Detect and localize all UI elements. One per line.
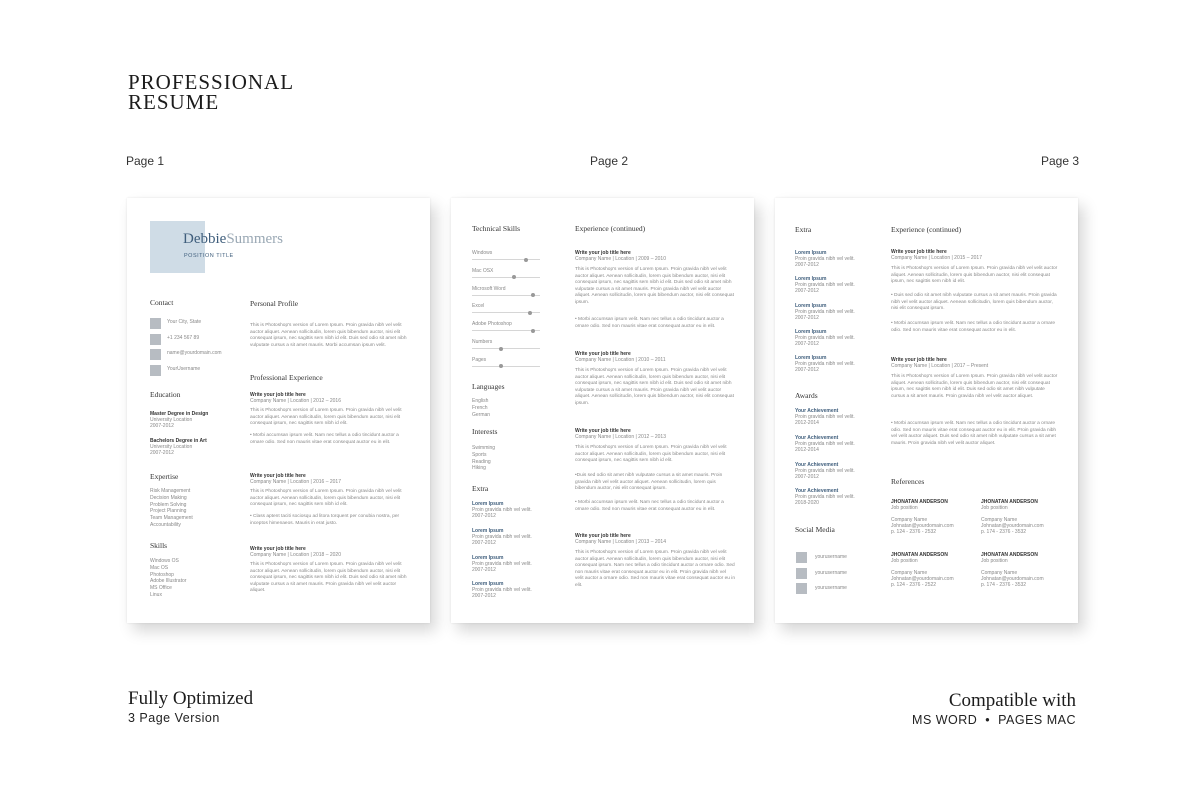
job-bullet: • Morbi accumsan ipsum velit. Nam nec tellus a odio tincidunt auctor a ornare odio. Sed non mauris vitae erat consequat auctor eu in elit. (891, 321, 1056, 333)
job-company: Company Name | Location | 2017 – Present (891, 363, 989, 369)
extra-years: 2007-2012 (472, 566, 496, 573)
expertise-item: Project Planning (150, 508, 187, 515)
skills-list (150, 558, 186, 599)
version-text: 3 Page Version (128, 711, 220, 725)
skill-level-bar (472, 348, 540, 349)
job-title: Write your job title here (250, 392, 306, 398)
experience-heading: Professional Experience (250, 373, 323, 382)
reference-position: Job position (891, 558, 918, 564)
skill-item: Windows OS (150, 558, 179, 564)
contact-item: YourUsername (167, 365, 201, 372)
skill-level-marker (512, 275, 516, 279)
job-title: Write your job title here (575, 533, 631, 539)
extra-heading: Extra (472, 484, 489, 493)
skills-heading: Skills (150, 541, 168, 550)
award-title: Your Achievement (795, 488, 839, 495)
skill-name: Microsoft Word (472, 285, 506, 292)
extra-description: Proin gravida nibh vel velit. (472, 507, 532, 513)
language-item: English (472, 398, 489, 404)
extra-years: 2007-2012 (472, 513, 496, 519)
extra-years: 2007-2012 (795, 367, 819, 374)
expertise-item: Problem Solving (150, 501, 187, 508)
interest-item: Reading (472, 458, 491, 465)
main-heading (128, 72, 294, 112)
optimized-title: Fully Optimized (128, 688, 254, 709)
interest-item: Sports (472, 451, 487, 458)
degree-title: Bachelors Degree in Art (150, 438, 207, 444)
job-company: Company Name | Location | 2012 – 2016 (250, 398, 341, 404)
page-1-label: Page 1 (126, 154, 165, 168)
language-item: German (472, 411, 491, 418)
university-location: University Location (150, 417, 193, 423)
job-bullet: • Class aptent taciti sociosqu ad litora torquent per conubia nostra, per inceptos himenaeos. Mauris in erat justo. (250, 514, 400, 526)
skill-level-bar (472, 259, 540, 260)
job-description: This is Photoshop's version of Lorem Ipsum. Proin gravida nibh vel velit auctor aliquet. Aenean sollicitudin, lorem quis bibendum auctor, nisi elit consequat ipsum. Nam nec tellus a odio tincidunt auctor a ornare odio. Sed non mauris vitae erat consequat auctor eu in elit. Proin gravida nibh vel velit auctor a ornare odio. Sed non mauris vitae erat consequat auctor eu in elit. (575, 550, 735, 588)
contact-item: name@yourdomain.com (167, 350, 222, 356)
job-title: Write your job title here (250, 473, 306, 479)
award-title: Your Achievement (795, 434, 839, 441)
last-name: Summers (226, 231, 283, 247)
heading-line-1: PROFESSIONAL (128, 70, 295, 94)
job-description: This is Photoshop's version of Lorem Ipsum. Proin gravida nibh vel velit auctor aliquet. Aenean sollicitudin, lorem quis bibendum auctor, nisi elit consequat ipsum, nec sagittis sem nibh id elit. (250, 489, 402, 508)
job-title: Write your job title here (891, 357, 947, 363)
page-3-label: Page 3 (1041, 154, 1080, 168)
email-icon (150, 349, 161, 360)
job-description: This is Photoshop's version of Lorem Ipsum. Proin gravida nibh vel velit auctor aliquet. Aenean sollicitudin, lorem quis bibendum auctor, nisi elit consequat ipsum, nec sagittis sem nibh id elit. Duis sed odio sit amet nibh vulputate cursus a sit amet mauris. Proin gravida nibh vel velit auctor aliquet. Aenean sollicitudin, lorem quis bibendum auctor, nisi elit consequat ipsum. (575, 267, 734, 305)
technical-skills-heading: Technical Skills (472, 224, 521, 233)
reference-phone: p. 124 - 2376 - 2522 (891, 582, 937, 588)
candidate-name (183, 231, 283, 248)
job-title: Write your job title here (575, 351, 631, 357)
home-icon (150, 318, 161, 329)
skill-name: Excel (472, 303, 485, 310)
job-title: Write your job title here (250, 546, 306, 552)
contact-item: Your City, State (167, 319, 202, 325)
university-location: University Location (150, 444, 193, 450)
reference-position: Job position (981, 505, 1008, 511)
skill-name: Windows (472, 250, 493, 256)
job-company: Company Name | Location | 2016 – 2017 (250, 479, 341, 485)
job-title: Write your job title here (891, 249, 947, 255)
twitter-icon (796, 583, 807, 594)
resume-page-3 (775, 198, 1078, 623)
job-description: This is Photoshop's version of Lorem Ipsum. Proin gravida nibh vel velit auctor aliquet. Aenean sollicitudin, lorem quis bibendum auctor, nisi elit consequat ipsum, nec sagittis sem nibh id elit. (891, 266, 1058, 285)
award-description: Proin gravida nibh vel velit. (795, 467, 855, 474)
reference-phone: p. 174 - 2376 - 3532 (981, 529, 1027, 535)
reference-company: Company Name (981, 570, 1018, 576)
extra-title: Lorem Ipsum (795, 302, 827, 309)
reference-phone: p. 174 - 2376 - 3532 (981, 582, 1027, 588)
skill-item: Photoshop (150, 571, 174, 578)
extra-years: 2007-2012 (472, 593, 496, 600)
extra-title: Lorem Ipsum (795, 328, 827, 335)
job-company: Company Name | Location | 2012 – 2013 (575, 434, 666, 440)
extra-description: Proin gravida nibh vel velit. (795, 334, 855, 341)
languages-list (472, 398, 490, 418)
extra-description: Proin gravida nibh vel velit. (472, 587, 532, 594)
reference-email: Johnatan@yourdomain.com (981, 523, 1044, 529)
skill-item: Mac OS (150, 564, 169, 571)
extra-heading: Extra (795, 225, 812, 234)
job-title: Write your job title here (575, 428, 631, 434)
extra-description: Proin gravida nibh vel velit. (795, 361, 855, 368)
extra-title: Lorem Ipsum (472, 501, 504, 507)
job-company: Company Name | Location | 2015 – 2017 (891, 255, 982, 261)
degree-title: Master Degree in Design (150, 411, 209, 417)
linkedin-icon (150, 365, 161, 376)
skill-level-marker (528, 311, 532, 315)
job-bullet: • Morbi accumsan ipsum velit. Nam nec tellus a odio tincidunt auctor a ornare odio. Sed non mauris vitae erat consequat auctor eu in elit. Proin gravida nibh vel velit auctor aliquet. Duis sed odio sit amet nibh vulputate cursus a sit amet mauris. Proin gravida nibh vel velit auctor aliquet. (891, 421, 1057, 446)
profile-heading: Personal Profile (250, 299, 299, 308)
compatible-apps: MS WORD • PAGES MAC (912, 713, 1076, 727)
extra-title: Lorem Ipsum (795, 276, 827, 283)
reference-name: JHONATAN ANDERSON (891, 552, 948, 558)
expertise-item: Team Management (150, 515, 193, 522)
award-years: 2012-2014 (795, 420, 819, 426)
reference-name: JHONATAN ANDERSON (981, 552, 1038, 558)
reference-name: JHONATAN ANDERSON (891, 499, 948, 505)
first-name: Debbie (183, 231, 227, 247)
extra-title: Lorem Ipsum (472, 554, 504, 561)
phone-icon (150, 334, 161, 345)
skill-name: Pages (472, 356, 487, 363)
extra-title: Lorem Ipsum (472, 527, 504, 534)
job-company: Company Name | Location | 2010 – 2011 (575, 357, 666, 363)
position-title: POSITION TITLE (184, 253, 234, 259)
resume-page-2 (451, 198, 754, 623)
extra-title: Lorem Ipsum (472, 581, 504, 588)
skill-level-marker (531, 293, 535, 297)
language-item: French (472, 404, 488, 411)
award-years: 2018-2020 (795, 500, 819, 507)
extra-description: Proin gravida nibh vel velit. (472, 560, 532, 567)
skill-name: Adobe Photoshop (472, 321, 512, 328)
resume-page-1 (127, 198, 430, 623)
skill-item: Linux (150, 591, 162, 598)
extra-years: 2007-2012 (795, 314, 819, 321)
skill-level-bar (472, 330, 540, 331)
skill-item: MS Office (150, 585, 172, 592)
job-bullet: •Duis sed odio sit amet nibh vulputate cursus a sit amet mauris. Proin gravida nibh vel velit auctor aliquet. Aenean sollicitudin, lorem quis bibendum auctor, nisi elit consequat ipsum. (575, 473, 723, 492)
expertise-list (150, 488, 193, 529)
extra-years: 2007-2012 (472, 539, 496, 546)
social-username: yourusername (815, 569, 847, 576)
languages-heading: Languages (472, 382, 505, 391)
experience-continued-heading: Experience (continued) (891, 225, 962, 234)
expertise-item: Accountability (150, 521, 181, 528)
interest-item: Hiking (472, 465, 486, 472)
references-heading: References (891, 477, 925, 486)
education-years: 2007-2012 (150, 423, 174, 429)
award-title: Your Achievement (795, 461, 839, 468)
award-years: 2012-2014 (795, 446, 819, 453)
award-description: Proin gravida nibh vel velit. (795, 440, 855, 447)
facebook-icon (796, 552, 807, 563)
skill-name: Mac OSX (472, 267, 494, 274)
profile-text: This is Photoshop's version of Lorem Ipsum. Proin gravida nibh vel velit auctor aliquet. Aenean sollicitudin, lorem quis bibendum auctor, nisi elit consequat ipsum, nec sagittis sem nibh id elit. Duis sed odio sit amet nibh vulputate cursus a sit amet mauris. Morbi accumsan ipsum velit. (250, 323, 407, 348)
email-icon (796, 568, 807, 579)
experience-continued-heading: Experience (continued) (575, 224, 646, 233)
skill-level-bar (472, 295, 540, 296)
social-username: yourusername (815, 554, 847, 560)
reference-position: Job position (891, 505, 918, 511)
job-company: Company Name | Location | 2013 – 2014 (575, 539, 666, 545)
reference-name: JHONATAN ANDERSON (981, 499, 1038, 505)
page-2-label: Page 2 (590, 154, 629, 168)
skill-level-bar (472, 312, 540, 313)
award-description: Proin gravida nibh vel velit. (795, 414, 855, 420)
reference-email: Johnatan@yourdomain.com (891, 576, 954, 582)
skill-item: Adobe Illustrator (150, 578, 187, 585)
extra-description: Proin gravida nibh vel velit. (795, 282, 855, 289)
award-title: Your Achievement (795, 408, 839, 414)
extra-years: 2007-2012 (795, 288, 819, 295)
compatible-title: Compatible with (948, 690, 1076, 711)
contact-item: +1 234 567 89 (167, 334, 200, 341)
job-description: This is Photoshop's version of Lorem Ipsum. Proin gravida nibh vel velit auctor aliquet. Aenean sollicitudin, lorem quis bibendum auctor, nisi elit consequat ipsum, nec sagittis sem nibh id elit. Duis sed odio sit amet nibh vulputate cursus a sit amet mauris. Proin gravida nibh vel velit auctor aliquet. Aenean sollicitudin, lorem quis bibendum auctor, nisi elit consequat ipsum. (575, 368, 734, 406)
job-description: This is Photoshop's version of Lorem Ipsum. Proin gravida nibh vel velit auctor aliquet. Aenean sollicitudin, lorem quis bibendum auctor, nisi elit consequat ipsum, nec sagittis sem nibh id elit. (250, 408, 402, 427)
skill-level-marker (524, 258, 528, 262)
skill-name: Numbers (472, 339, 493, 345)
social-media-heading: Social Media (795, 525, 835, 534)
expertise-item: Risk Management (150, 488, 191, 494)
reference-company: Company Name (981, 517, 1018, 523)
extra-years: 2007-2012 (795, 262, 819, 268)
bottom-right-caption (912, 690, 1076, 727)
education-years: 2007-2012 (150, 450, 174, 456)
skill-level-bar (472, 277, 540, 278)
heading-line-2: RESUME (128, 90, 220, 114)
award-years: 2007-2012 (795, 473, 819, 480)
job-bullet: • Morbi accumsan ipsum velit. Nam nec tellus a odio tincidunt auctor a ornare odio. Sed non mauris vitae erat consequat auctor eu in elit. (575, 500, 724, 512)
expertise-heading: Expertise (150, 472, 179, 481)
expertise-item: Decision Making (150, 494, 187, 501)
job-company: Company Name | Location | 2018 – 2020 (250, 552, 341, 558)
extra-description: Proin gravida nibh vel velit. (472, 533, 532, 540)
interests-heading: Interests (472, 427, 498, 436)
interest-item: Swimming (472, 445, 496, 451)
reference-position: Job position (981, 558, 1008, 564)
reference-email: Johnatan@yourdomain.com (891, 523, 954, 529)
job-bullet: • Morbi accumsan ipsum velit. Nam nec tellus a odio tincidunt auctor a ornare odio. Sed non mauris vitae erat consequat auctor eu in elit. (575, 317, 724, 329)
extra-years: 2007-2012 (795, 340, 819, 347)
social-username: yourusername (815, 585, 847, 591)
reference-company: Company Name (891, 517, 928, 523)
job-description: This is Photoshop's version of Lorem Ipsum. Proin gravida nibh vel velit auctor aliquet. Aenean sollicitudin, lorem quis bibendum auctor, nisi elit consequat ipsum, nec sagittis sem nibh id elit. Duis sed odio sit amet nibh vulputate cursus a sit amet mauris. Proin gravida nibh vel velit auctor aliquet. (250, 562, 407, 594)
awards-heading: Awards (795, 391, 818, 400)
reference-email: Johnatan@yourdomain.com (981, 576, 1044, 582)
contact-heading: Contact (150, 298, 174, 307)
skill-level-marker (499, 347, 503, 351)
skill-level-bar (472, 366, 540, 367)
award-description: Proin gravida nibh vel velit. (795, 494, 855, 501)
job-description: This is Photoshop's version of Lorem Ipsum. Proin gravida nibh vel velit auctor aliquet. Aenean sollicitudin, lorem quis bibendum auctor, nisi elit consequat ipsum, nec sagittis sem nibh id elit. Duis sed odio sit amet nibh vulputate cursus a sit amet mauris. Proin gravida nibh vel velit auctor aliquet. (891, 374, 1058, 399)
job-company: Company Name | Location | 2009 – 2010 (575, 256, 666, 262)
interests-list (472, 445, 495, 472)
extra-description: Proin gravida nibh vel velit. (795, 256, 855, 262)
skill-level-marker (499, 364, 503, 368)
education-heading: Education (150, 390, 181, 399)
job-description: This is Photoshop's version of Lorem Ipsum. Proin gravida nibh vel velit auctor aliquet. Aenean sollicitudin, lorem quis bibendum auctor, nisi elit consequat ipsum, nec sagittis sem nibh id elit. (575, 445, 727, 464)
extra-description: Proin gravida nibh vel velit. (795, 308, 855, 315)
extra-title: Lorem Ipsum (795, 250, 827, 256)
skill-level-marker (531, 329, 535, 333)
job-bullet: • Duis sed odio sit amet nibh vulputate cursus a sit amet mauris. Proin gravida nibh vel velit auctor aliquet. Aenean sollicitudin, lorem quis bibendum auctor, nisi elit consequat ipsum. (891, 293, 1057, 312)
extra-title: Lorem Ipsum (795, 355, 827, 362)
job-bullet: • Morbi accumsan ipsum velit. Nam nec tellus a odio tincidunt auctor a ornare odio. Sed non mauris vitae erat consequat auctor eu in elit. (250, 433, 399, 445)
bottom-left-caption (128, 688, 253, 725)
reference-phone: p. 124 - 2376 - 2532 (891, 529, 937, 535)
reference-company: Company Name (891, 570, 928, 576)
job-title: Write your job title here (575, 250, 631, 256)
